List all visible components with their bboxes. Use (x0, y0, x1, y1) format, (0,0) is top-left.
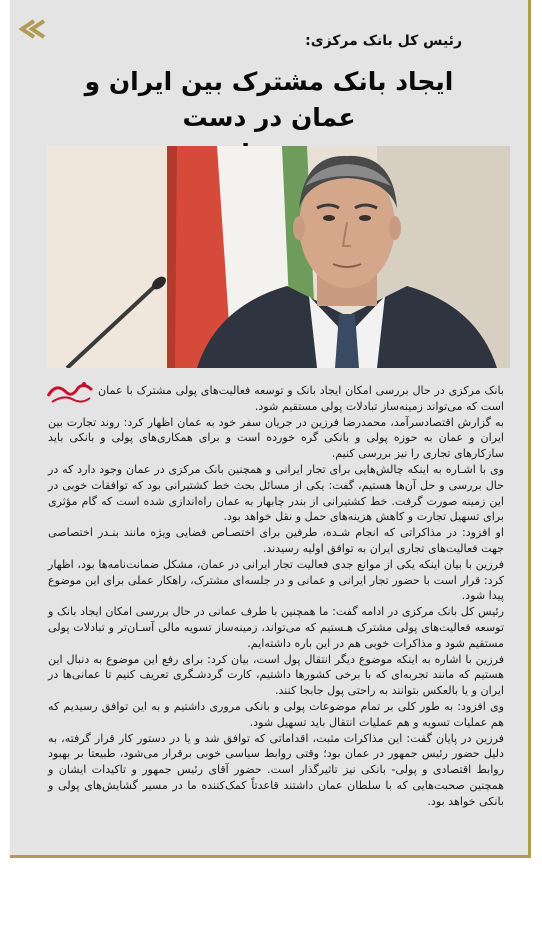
chevron-decoration-icon (18, 18, 48, 42)
article-body (48, 383, 504, 810)
paragraph-1: بانک مرکزی در حال بررسی امکان ایجاد بانک و توسعه فعالیت‌های پولی مشترک با عمان است که می‌تواند زمینه‌ساز تبادلات پولی مستقیم شود. (98, 384, 504, 413)
paragraph-4: او افزود: در مذاکراتی که انجام شـده، طرفین برای اختصـاص فضایی ویژه مانند بنـدر اختصاصی جهت فعالیت‌های تجاری ایران به توافق اولیه رسیدند. (48, 526, 504, 555)
paragraph-3: وی با اشـاره به اینکه چالش‌هایی برای تجار ایرانی و همچنین بانک مرکزی در عمان وجود دارد که در حال بررسی و حل آن‌ها هستیم، گفت: یکی از مسائل بحث خط کشتیرانی بود که توافقات خوبی در این زمینه صورت گرفت. خط کشتیرانی از بندر چابهار به عمان راه‌اندازی شده است که گام مؤثری برای تسهیل تجارت و کاهش هزینه‌های حمل و نقل خواهد بود. (48, 462, 504, 524)
paragraph-5: فرزین با بیان اینکه یکی از موانع جدی فعالیت تجار ایرانی در عمان، مشکل ضمانت‌نامه‌ها بود، اظهار کرد: قرار است با حضور تجار ایرانی و عمانی و در جلسه‌ای مشترک، راهکار عملی برای این موضوع پیدا شود. (48, 557, 504, 603)
paragraph-2: به گزارش اقتصادسرآمد، محمدرضا فرزین در جریان سفر خود به عمان اظهار کرد: روند تجارت بین ایران و عمان به حوزه پولی و بانکی گره خورده است و برای همکاری‌های پولی و بانکی باید سازکارهای تجاری را نیز بررسی کنیم. (48, 415, 504, 461)
headline-line-1: ایجاد بانک مشترک بین ایران و عمان در دست (84, 67, 454, 132)
paragraph-7: فرزین با اشاره به اینکه موضوع دیگر انتقال پول است، بیان کرد: برای رفع این موضوع به دنبال این هستیم که مانند تجربه‌ای که با برخی کشورها داشتیم، کارت گردشـگری تعریف کنیم تا عمانی‌ها در ایران و یا بالعکس بتوانند به راحتی پول جابجا کنند. (48, 652, 504, 698)
paragraph-6: رئیس کل بانک مرکزی در ادامه گفت: ما همچنین با طرف عمانی در حال بررسی امکان ایجاد بانک و توسعه فعالیت‌های پولی مشترک هـستیم که می‌تواند، زمینه‌ساز تسویه مالی آسـان‌تر و تبادلات پولی مستقیم شود و مذاکرات خوبی هم در این باره داشته‌ایم. (48, 605, 504, 650)
paragraph-9: فرزین در پایان گفت: این مذاکرات مثبت، اقداماتی که توافق شد و یا در دستور کار قرار گرفته، به دلیل حضور رئیس جمهور در عمان بود؛ وقتی روابط سیاسی خوبی برقرار می‌شود، طبیعتا بر بهبود روابط اقتصادی و پولی- بانکی نیز تاثیرگذار است. حضور آقای رئیس جمهور و تاکیدات ایشان و همچنین صحبت‌هایی که با سلطان عمان داشتند قاعدتاً کمک‌کننده ما در مسیر گشایش‌های پولی و بانکی خواهد بود. (48, 731, 504, 808)
portrait-photo-icon (47, 146, 510, 368)
article-kicker: رئیس کل بانک مرکزی: (305, 33, 462, 49)
article-card (10, 0, 531, 858)
portrait-photo (47, 146, 510, 368)
paragraph-8: وی افزود: به طور کلی بر تمام موضوعات پولی و بانکی مروری داشتیم و به این توافق رسیدیم که هم عملیات تسویه و هم عملیات انتقال باید تسهیل شود. (48, 699, 504, 729)
